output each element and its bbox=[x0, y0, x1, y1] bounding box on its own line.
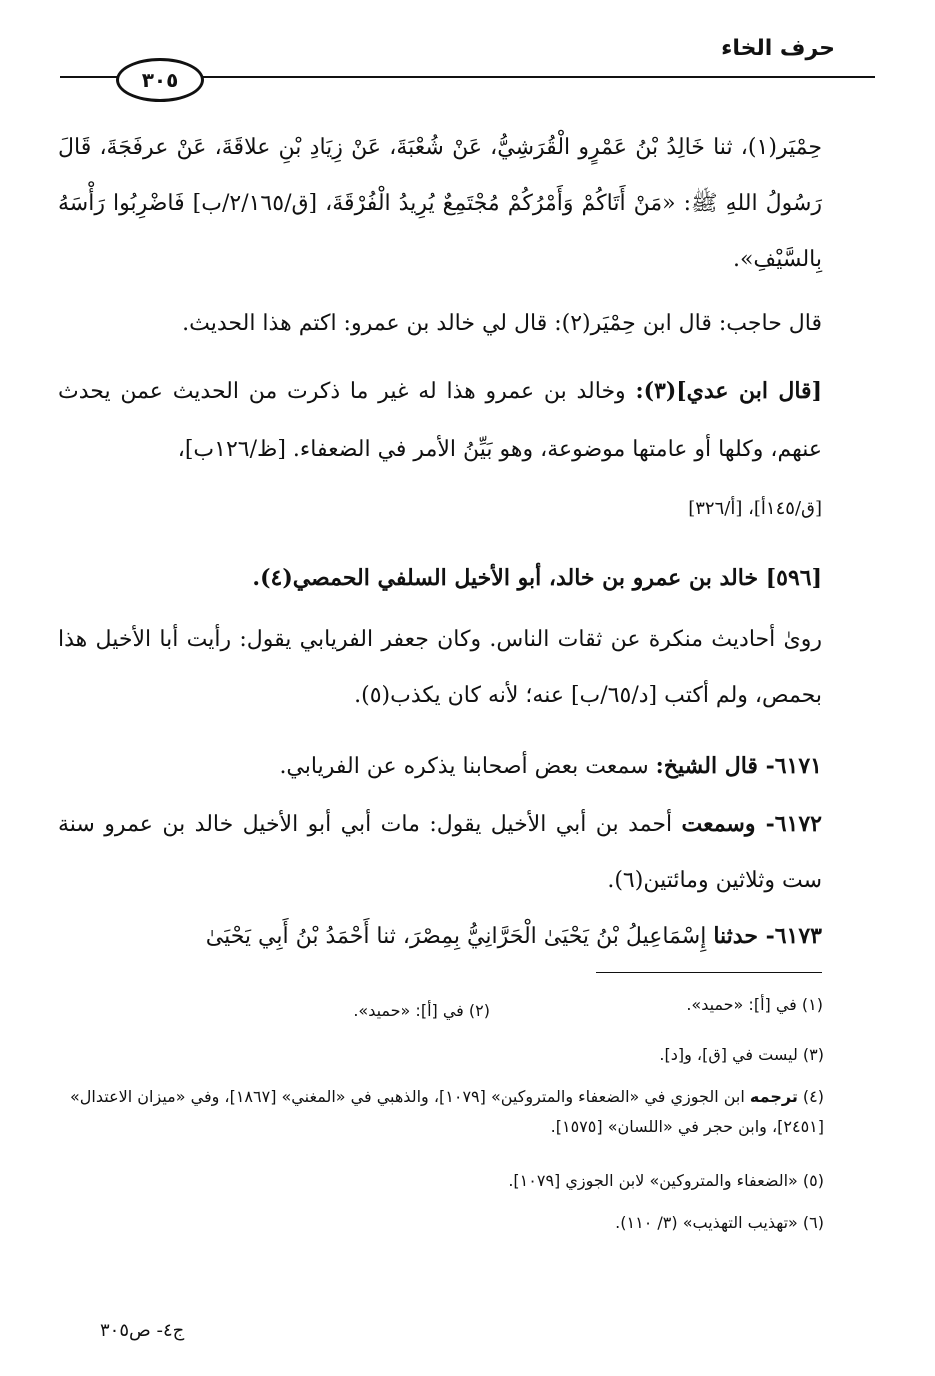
hadith-lead: قال الشيخ: bbox=[655, 753, 758, 779]
footnote-text: ابن الجوزي في «الضعفاء والمتروكين» [١٠٧٩]، والذهبي في «المغني» [١٨٦٧]، وفي «ميزان الاعتدال» [٢٤٥١]، وابن حجر في «اللسان» [١٥٧٥]. bbox=[70, 1087, 824, 1136]
footnote-lead: ترجمه bbox=[749, 1087, 798, 1106]
ibn-adi-text: وخالد بن عمرو هذا له غير ما ذكرت من الحديث عمن يحدث عنهم، وكلها أو عامتها موضوعة، وهو بَيِّنُ الأمر في الضعفاء. [ظ/١٢٦ب]، bbox=[58, 379, 822, 462]
footnote-4 bbox=[58, 1082, 824, 1142]
footnote-3: (٣) ليست في [ق]، و[د]. bbox=[659, 1045, 824, 1064]
manuscript-refs: [ق/١٤٥أ]، [أ/٣٢٦] bbox=[688, 498, 822, 519]
chapter-title: حرف الخاء bbox=[721, 36, 835, 61]
hadith-text: إِسْمَاعِيلُ بْنُ يَحْيَىٰ الْحَرَّانِيُّ بِمِصْرَ، ثنا أَحْمَدُ بْنُ أَبِي يَحْيَىٰ bbox=[205, 924, 714, 949]
hadith-text-continuation: حِمْيَر(١)، ثنا خَالِدُ بْنُ عَمْرٍو الْقُرَشِيُّ، عَنْ شُعْبَةَ، عَنْ زِيَادِ بْنِ علاقَةَ، عَنْ عرفَجَةَ، قَالَ رَسُولُ اللهِ ﷺ: «مَنْ أَتَاكُمْ وَأَمْرُكُمْ مُجْتَمِعٌ يُرِيدُ الْفُرْقَةَ، [ق/٢/١٦٥/ب] فَاضْرِبُوا رَأْسَهُ بِالسَّيْفِ». bbox=[58, 135, 822, 272]
hadith-lead: وسمعت bbox=[681, 811, 756, 837]
footnote-2: (٢) في [أ]: «حميد». bbox=[353, 1001, 490, 1020]
footnote-6: (٦) «تهذيب التهذيب» (٣/ ١١٠). bbox=[615, 1213, 824, 1232]
entry-description: روىٰ أحاديث منكرة عن ثقات الناس. وكان جعفر الفريابي يقول: رأيت أبا الأخيل هذا بحمص، ولم أكتب [د/٦٥/ب] عنه؛ لأنه كان يكذب(٥). bbox=[58, 627, 822, 708]
footnote-number: (٤) bbox=[797, 1087, 824, 1106]
hadith-6172 bbox=[58, 796, 822, 909]
footnote-rule bbox=[596, 972, 822, 973]
volume-page-footer: ج٤- ص٣٠٥ bbox=[100, 1320, 185, 1341]
entry-heading: [٥٩٦] خالد بن عمرو بن خالد، أبو الأخيل السلفي الحمصي(٤). bbox=[252, 565, 822, 591]
footnote-1: (١) في [أ]: «حميد». bbox=[686, 995, 823, 1014]
hajib-statement: قال حاجب: قال ابن حِمْيَر(٢): قال لي خالد بن عمرو: اكتم هذا الحديث. bbox=[182, 311, 822, 336]
hadith-lead: حدثنا bbox=[713, 923, 758, 949]
hadith-number: ٦١٧١- bbox=[757, 753, 822, 779]
hadith-6173 bbox=[58, 908, 822, 965]
ibn-adi-label: [قال ابن عدي](٣): bbox=[635, 378, 822, 404]
hadith-number: ٦١٧٣- bbox=[757, 923, 822, 949]
hadith-6171 bbox=[58, 738, 822, 795]
footnote-5: (٥) «الضعفاء والمتروكين» لابن الجوزي [١٠٧٩]. bbox=[508, 1171, 824, 1190]
hadith-text: أحمد بن أبي الأخيل يقول: مات أبي أبو الأخيل خالد بن عمرو سنة ست وثلاثين ومائتين(٦). bbox=[58, 812, 822, 893]
page-number: ٣٠٥ bbox=[141, 68, 179, 92]
hadith-number: ٦١٧٢- bbox=[755, 811, 822, 837]
page-number-oval bbox=[116, 58, 204, 102]
ibn-adi-comment bbox=[58, 362, 822, 538]
hadith-text: سمعت بعض أصحابنا يذكره عن الفريابي. bbox=[279, 754, 656, 779]
